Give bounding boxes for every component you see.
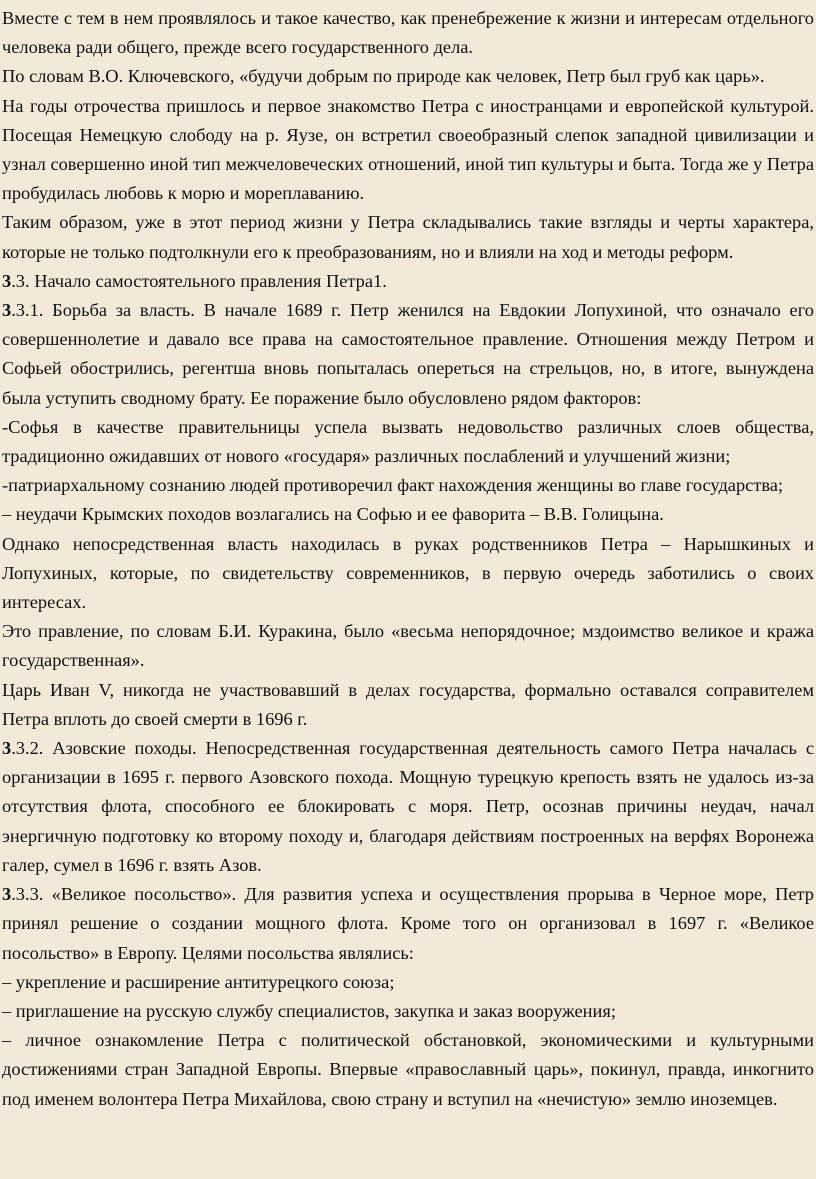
section-number: 3	[2, 884, 12, 905]
paragraph-4: Таким образом, уже в этот период жизни у Петра складывались такие взгляды и черты характера, которые не только подтолкнули его к преобразованиям, но и влияли на ход и методы реформ.	[2, 212, 814, 262]
section-3-3-1	[2, 296, 814, 413]
list-item-1: -Софья в качестве правительницы успела вызвать недовольство различных слоев общества, традиционно ожидавших от нового «государя» различных послаблений и улучшений жизни;	[2, 416, 814, 467]
paragraph-6: Это правление, по словам Б.И. Куракина, было «весьма непорядочное; мздоимство великое и кража государственная».	[2, 621, 814, 671]
section-heading-text: .3. Начало самостоятельного правления Петра1.	[11, 270, 387, 291]
section-number: 3	[2, 300, 12, 321]
paragraph-3: На годы отрочества пришлось и первое знакомство Петра с иностранцами и европейской культурой. Посещая Немецкую слободу на р. Яузе, он встретил своеобразный слепок западной цивилизации и узнал совершенно иной тип межчеловеческих отношений, иной тип культуры и быта. Тогда же у Петра пробудилась любовь к морю и мореплаванию.	[2, 95, 814, 204]
section-text: .3.2. Азовские походы. Непосредственная государственная деятельность самого Петра началась с организации в 1695 г. первого Азовского похода. Мощную турецкую крепость взять не удалось из-за отсутствия флота, способного ее блокировать с моря. Петр, осознав причины неудач, начал энергичную подготовку ко второму походу и, благодаря действиям построенных на верфях Воронежа галер, сумел в 1696 г. взять Азов.	[2, 738, 814, 875]
section-number: 3	[2, 738, 12, 759]
list-item-6: – личное ознакомление Петра с политической обстановкой, экономическими и культурными достижениями стран Западной Европы. Впервые «православный царь», покинул, правда, инкогнито под именем волонтера Петра Михайлова, свою страну и вступил на «нечистую» землю иноземцев.	[2, 1030, 814, 1109]
paragraph-1: Вместе с тем в нем проявлялось и такое качество, как пренебрежение к жизни и интересам отдельного человека ради общего, прежде всего государственного дела.	[2, 8, 814, 58]
list-item-2: -патриархальному сознанию людей противоречил факт нахождения женщины во главе государства;	[2, 475, 784, 496]
list-item-5: – приглашение на русскую службу специалистов, закупка и заказ вооружения;	[2, 1000, 616, 1021]
list-item-4: – укрепление и расширение антитурецкого союза;	[2, 971, 395, 992]
section-number: 3	[2, 270, 12, 291]
paragraph-7: Царь Иван V, никогда не участвовавший в делах государства, формально оставался соправителем Петра вплоть до своей смерти в 1696 г.	[2, 679, 814, 729]
section-3-3-2	[2, 734, 814, 880]
paragraph-2: По словам В.О. Ключевского, «будучи добрым по природе как человек, Петр был груб как царь».	[2, 66, 765, 87]
section-heading-3-3	[2, 267, 814, 296]
list-item-3: – неудачи Крымских походов возлагались на Софью и ее фаворита – В.В. Голицына.	[2, 504, 664, 525]
paragraph-5: Однако непосредственная власть находилась в руках родственников Петра – Нарышкиных и Лопухиных, которые, по свидетельству современников, в первую очередь заботились о своих интересах.	[2, 533, 814, 613]
section-text: .3.3. «Великое посольство». Для развития успеха и осуществления прорыва в Черное море, Петр принял решение о создании мощного флота. Кроме того он организовал в 1697 г. «Великое посольство» в Европу. Целями посольства являлись:	[2, 884, 814, 963]
section-text: .3.1. Борьба за власть. В начале 1689 г. Петр женился на Евдокии Лопухиной, что означало его совершеннолетие и давало все права на самостоятельное правление. Отношения между Петром и Софьей обострились, регентша вновь попыталась опереться на стрельцов, но, в итоге, вынуждена была уступить сводному брату. Ее поражение было обусловлено рядом факторов:	[2, 300, 814, 408]
section-3-3-3	[2, 880, 814, 968]
